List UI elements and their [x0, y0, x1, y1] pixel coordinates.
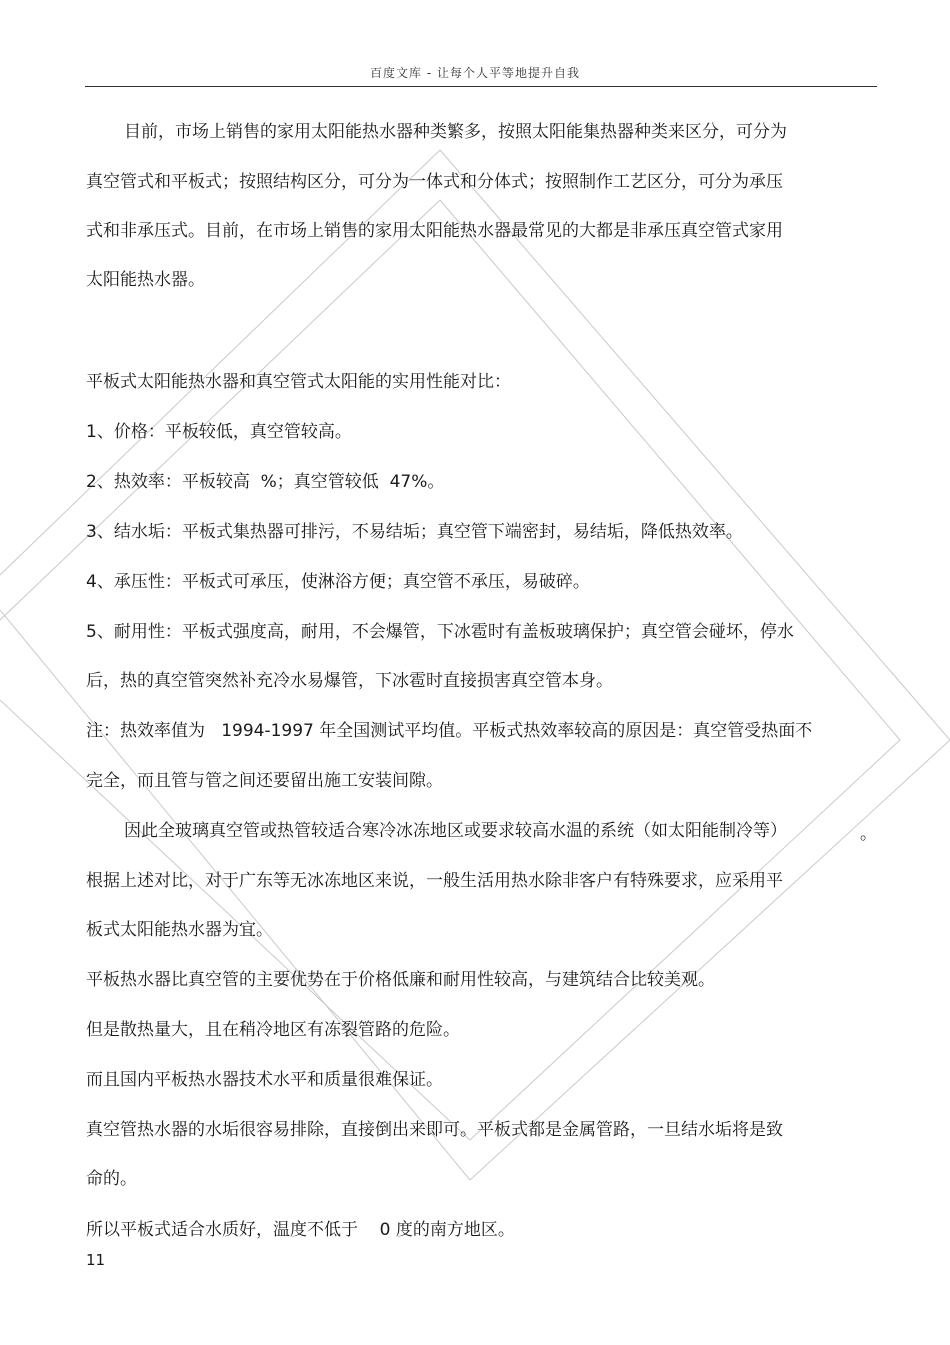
paragraph-line: 平板热水器比真空管的主要优势在于价格低廉和耐用性较高，与建筑结合比较美观。 — [86, 970, 715, 990]
paragraph-line: 命的。 — [86, 1169, 137, 1189]
header-rule — [85, 86, 877, 87]
list-item: 2、热效率：平板较高 %；真空管较低 47%。 — [86, 472, 445, 492]
list-item-continuation: 后，热的真空管突然补充冷水易爆管，下冰雹时直接损害真空管本身。 — [86, 671, 613, 691]
paragraph-line: 所以平板式适合水质好，温度不低于 0 度的南方地区。 — [86, 1220, 515, 1240]
paragraph-line: 而且国内平板热水器技术水平和质量很难保证。 — [86, 1070, 443, 1090]
paragraph-line: 但是散热量大，且在稍冷地区有冻裂管路的危险。 — [86, 1020, 460, 1040]
list-item: 5、耐用性：平板式强度高，耐用，不会爆管，下冰雹时有盖板玻璃保护；真空管会碰坏，停水 — [86, 622, 794, 642]
paragraph-line: 式和非承压式。目前，在市场上销售的家用太阳能热水器最常见的大都是非承压真空管式家用 — [86, 221, 783, 241]
list-item: 3、结水垢：平板式集热器可排污，不易结垢；真空管下端密封，易结垢，降低热效率。 — [86, 522, 743, 542]
paragraph-line: 根据上述对比，对于广东等无冰冻地区来说，一般生活用热水除非客户有特殊要求，应采用平 — [86, 871, 783, 891]
paragraph-line: 太阳能热水器。 — [86, 270, 205, 290]
paragraph-line: 真空管热水器的水垢很容易排除，直接倒出来即可。平板式都是金属管路，一旦结水垢将是致 — [86, 1120, 783, 1140]
section-heading: 平板式太阳能热水器和真空管式太阳能的实用性能对比： — [86, 372, 511, 392]
paragraph-line: 真空管式和平板式；按照结构区分，可分为一体式和分体式；按照制作工艺区分，可分为承压 — [86, 172, 783, 192]
page-number: 11 — [86, 1251, 106, 1269]
paragraph-line: 目前，市场上销售的家用太阳能热水器种类繁多，按照太阳能集热器种类来区分，可分为 — [124, 122, 787, 142]
paragraph-line: 因此全玻璃真空管或热管较适合寒冷冰冻地区或要求较高水温的系统（如太阳能制冷等） — [124, 821, 787, 841]
paragraph-line: 板式太阳能热水器为宜。 — [86, 920, 273, 940]
page-header: 百度文库 - 让每个人平等地提升自我 — [370, 66, 580, 80]
list-item: 1、价格：平板较低，真空管较高。 — [86, 422, 352, 442]
list-item: 4、承压性：平板式可承压，使淋浴方便；真空管不承压，易破碎。 — [86, 572, 590, 592]
note-line: 完全，而且管与管之间还要留出施工安装间隙。 — [86, 771, 443, 791]
trailing-period: 。 — [860, 824, 877, 844]
note-line: 注：热效率值为 1994-1997 年全国测试平均值。平板式热效率较高的原因是：真空管受热面不 — [86, 721, 813, 741]
